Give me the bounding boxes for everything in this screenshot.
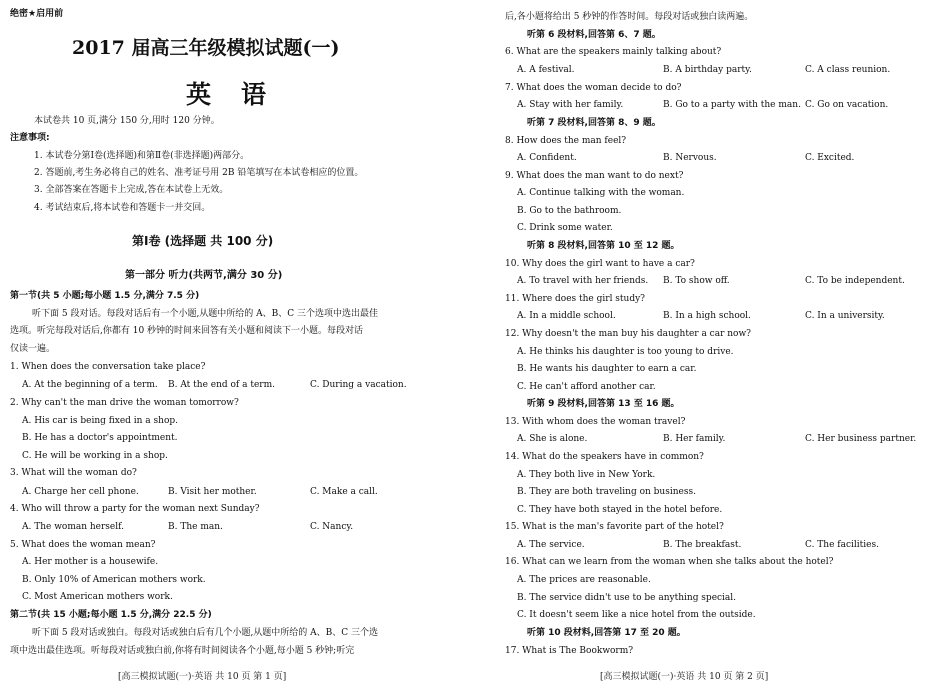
option-b: B. The service didn't use to be anything special. <box>517 593 737 603</box>
question-13: 13. With whom does the woman travel? <box>505 417 686 427</box>
question-9: 9. What does the man want to do next? <box>505 171 684 181</box>
page-1 <box>10 0 450 696</box>
option-b: B. Her family. <box>663 434 726 444</box>
page-footer: [高三模拟试题(一)·英语 共 10 页 第 2 页] <box>600 672 769 682</box>
option-a: A. She is alone. <box>517 434 588 444</box>
option-c: C. Go on vacation. <box>805 100 889 110</box>
option-c: C. He can't afford another car. <box>517 382 656 392</box>
option-b: B. In a high school. <box>663 311 751 321</box>
option-b: B. The man. <box>168 522 223 532</box>
notes-heading: 注意事项: <box>10 133 50 143</box>
option-b: B. Only 10% of American mothers work. <box>22 575 206 585</box>
option-b: B. To show off. <box>663 276 730 286</box>
option-b: B. Nervous. <box>663 153 717 163</box>
question-11: 11. Where does the girl study? <box>505 294 646 304</box>
confidential-mark: 绝密★启用前 <box>10 9 64 19</box>
note-item: 1. 本试卷分第Ⅰ卷(选择题)和第Ⅱ卷(非选择题)两部分。 <box>34 151 250 161</box>
material-heading: 听第 6 段材料,回答第 6、7 题。 <box>527 30 661 40</box>
question-7: 7. What does the woman decide to do? <box>505 83 682 93</box>
option-b: B. At the end of a term. <box>168 380 275 390</box>
question-14: 14. What do the speakers have in common? <box>505 452 704 462</box>
option-a: A. The prices are reasonable. <box>517 575 651 585</box>
option-b: B. He has a doctor's appointment. <box>22 433 178 443</box>
question-17: 17. What is The Bookworm? <box>505 646 634 656</box>
page-2 <box>505 0 935 696</box>
part1-title: 第一部分 听力(共两节,满分 30 分) <box>125 270 283 281</box>
question-16: 16. What can we learn from the woman when she talks about the hotel? <box>505 557 834 567</box>
option-a: A. His car is being fixed in a shop. <box>22 416 178 426</box>
section1-instruction: 听下面 5 段对话。每段对话后有一个小题,从题中所给的 A、B、C 三个选项中选出最佳 <box>32 309 379 319</box>
option-a: A. To travel with her friends. <box>517 276 649 286</box>
section1-heading: 第一节(共 5 小题;每小题 1.5 分,满分 7.5 分) <box>10 291 200 301</box>
note-item: 3. 全部答案在答题卡上完成,答在本试卷上无效。 <box>34 185 229 195</box>
volume-title: 第Ⅰ卷 (选择题 共 100 分) <box>132 234 274 248</box>
note-item: 2. 答题前,考生务必将自己的姓名、准考证号用 2B 铅笔填写在本试卷相应的位置。 <box>34 168 364 178</box>
option-c: C. Excited. <box>805 153 855 163</box>
option-c: C. Most American mothers work. <box>22 592 173 602</box>
section2-instruction: 项中选出最佳选项。听每段对话或独白前,你将有时间阅读各个小题,每小题 5 秒钟;听完 <box>10 646 355 656</box>
option-c: C. A class reunion. <box>805 65 891 75</box>
section1-instruction: 仅读一遍。 <box>10 344 56 354</box>
option-b: B. A birthday party. <box>663 65 752 75</box>
question-2: 2. Why can't the man drive the woman tomorrow? <box>10 398 239 408</box>
section1-instruction: 选项。听完每段对话后,你都有 10 秒钟的时间来回答有关小题和阅读下一小题。每段对话 <box>10 326 364 336</box>
exam-title: 2017 届高三年级模拟试题(一) <box>72 37 340 59</box>
option-b: B. The breakfast. <box>663 540 742 550</box>
option-c: C. Nancy. <box>310 522 354 532</box>
option-b: B. Go to a party with the man. <box>663 100 801 110</box>
option-a: A. In a middle school. <box>517 311 616 321</box>
instruction-continued: 后,各小题将给出 5 秒钟的作答时间。每段对话或独白读两遍。 <box>505 12 754 22</box>
option-c: C. He will be working in a shop. <box>22 451 168 461</box>
material-heading: 听第 7 段材料,回答第 8、9 题。 <box>527 118 661 128</box>
option-a: A. The woman herself. <box>22 522 125 532</box>
option-a: A. Charge her cell phone. <box>22 487 139 497</box>
option-c: C. The facilities. <box>805 540 879 550</box>
option-a: A. The service. <box>517 540 585 550</box>
question-4: 4. Who will throw a party for the woman next Sunday? <box>10 504 260 514</box>
page-footer: [高三模拟试题(一)·英语 共 10 页 第 1 页] <box>118 672 287 682</box>
option-a: A. Stay with her family. <box>517 100 624 110</box>
option-a: A. Continue talking with the woman. <box>517 188 685 198</box>
material-heading: 听第 8 段材料,回答第 10 至 12 题。 <box>527 241 680 251</box>
question-3: 3. What will the woman do? <box>10 468 137 478</box>
option-a: A. Confident. <box>517 153 577 163</box>
option-b: B. Go to the bathroom. <box>517 206 622 216</box>
section2-instruction: 听下面 5 段对话或独白。每段对话或独白后有几个小题,从题中所给的 A、B、C 三个选 <box>32 628 379 638</box>
option-b: B. He wants his daughter to earn a car. <box>517 364 697 374</box>
question-5: 5. What does the woman mean? <box>10 540 156 550</box>
option-a: A. They both live in New York. <box>517 470 656 480</box>
option-c: C. To be independent. <box>805 276 905 286</box>
option-a: A. At the beginning of a term. <box>22 380 158 390</box>
material-heading: 听第 10 段材料,回答第 17 至 20 题。 <box>527 628 686 638</box>
question-8: 8. How does the man feel? <box>505 136 627 146</box>
option-c: C. In a university. <box>805 311 885 321</box>
option-c: C. During a vacation. <box>310 380 407 390</box>
material-heading: 听第 9 段材料,回答第 13 至 16 题。 <box>527 399 680 409</box>
option-a: A. He thinks his daughter is too young to drive. <box>517 347 734 357</box>
option-c: C. Drink some water. <box>517 223 613 233</box>
exam-intro: 本试卷共 10 页,满分 150 分,用时 120 分钟。 <box>34 116 220 126</box>
option-c: C. It doesn't seem like a nice hotel from the outside. <box>517 610 756 620</box>
question-1: 1. When does the conversation take place? <box>10 362 206 372</box>
note-item: 4. 考试结束后,将本试卷和答题卡一并交回。 <box>34 203 211 213</box>
option-a: A. Her mother is a housewife. <box>22 557 159 567</box>
option-c: C. They have both stayed in the hotel before. <box>517 505 723 515</box>
question-12: 12. Why doesn't the man buy his daughter a car now? <box>505 329 751 339</box>
question-10: 10. Why does the girl want to have a car? <box>505 259 695 269</box>
subject-title: 英语 <box>186 80 297 109</box>
section2-heading: 第二节(共 15 小题;每小题 1.5 分,满分 22.5 分) <box>10 610 212 620</box>
question-15: 15. What is the man's favorite part of the hotel? <box>505 522 724 532</box>
option-b: B. They are both traveling on business. <box>517 487 696 497</box>
option-c: C. Her business partner. <box>805 434 917 444</box>
option-b: B. Visit her mother. <box>168 487 257 497</box>
option-a: A. A festival. <box>517 65 575 75</box>
option-c: C. Make a call. <box>310 487 378 497</box>
question-6: 6. What are the speakers mainly talking about? <box>505 47 722 57</box>
